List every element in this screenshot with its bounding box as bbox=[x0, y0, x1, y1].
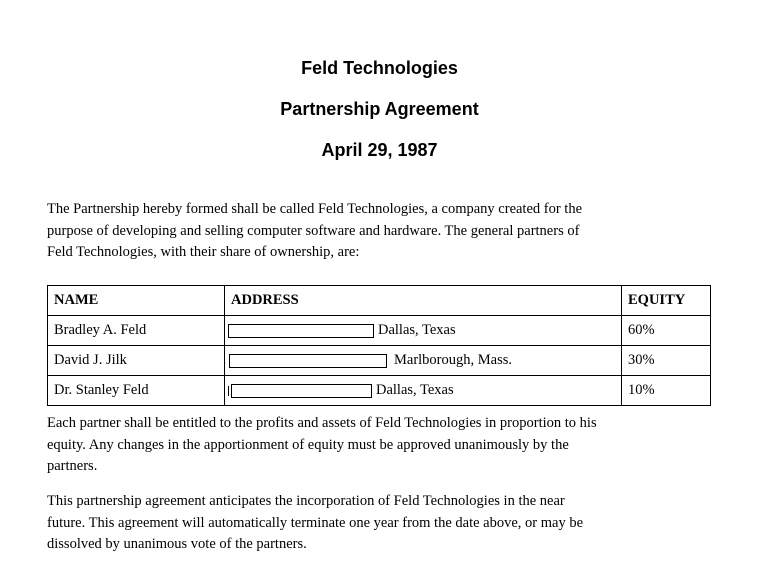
termination-line: future. This agreement will automatically terminate one year from the date above, or may be bbox=[47, 514, 584, 531]
intro-line: The Partnership hereby formed shall be called Feld Technologies, a company created for the bbox=[47, 201, 583, 217]
partner-city: Dallas, Texas bbox=[378, 322, 456, 338]
intro-line: purpose of developing and selling computer software and hardware. The general partners of bbox=[47, 222, 580, 239]
partners-table bbox=[47, 285, 711, 406]
table-row bbox=[48, 376, 711, 406]
partner-address bbox=[225, 316, 622, 346]
redaction-mark bbox=[228, 386, 229, 396]
header-equity: EQUITY bbox=[622, 286, 711, 316]
equity-line: Each partner shall be entitled to the profits and assets of Feld Technologies in proportion to his bbox=[47, 415, 597, 431]
document-date: April 29, 1987 bbox=[321, 140, 438, 160]
table-row bbox=[48, 316, 711, 346]
table-row bbox=[48, 346, 711, 376]
equity-paragraph bbox=[47, 413, 719, 478]
partner-equity: 30% bbox=[622, 346, 711, 376]
partner-city: Dallas, Texas bbox=[376, 382, 454, 398]
header-name: NAME bbox=[48, 286, 225, 316]
partner-name: David J. Jilk bbox=[48, 346, 225, 376]
equity-line: equity. Any changes in the apportionment of equity must be approved unanimously by the bbox=[47, 436, 569, 453]
table-header-row bbox=[48, 286, 711, 316]
intro-paragraph bbox=[47, 199, 719, 264]
intro-line: Feld Technologies, with their share of ownership, are: bbox=[47, 244, 360, 260]
termination-paragraph bbox=[47, 491, 719, 556]
redacted-address-box bbox=[229, 354, 387, 368]
document-title: Partnership Agreement bbox=[280, 99, 479, 119]
redacted-address-box bbox=[231, 384, 372, 398]
partner-city: Marlborough, Mass. bbox=[394, 352, 513, 368]
termination-line: dissolved by unanimous vote of the partners. bbox=[47, 536, 307, 552]
termination-line: This partnership agreement anticipates the incorporation of Feld Technologies in the near bbox=[47, 493, 565, 509]
partner-name: Dr. Stanley Feld bbox=[48, 376, 225, 406]
partner-name: Bradley A. Feld bbox=[48, 316, 225, 346]
partner-address bbox=[225, 346, 622, 376]
equity-line: partners. bbox=[47, 458, 98, 474]
company-title: Feld Technologies bbox=[301, 58, 458, 78]
redacted-address-box bbox=[228, 324, 374, 338]
partner-equity: 10% bbox=[622, 376, 711, 406]
partner-equity: 60% bbox=[622, 316, 711, 346]
header-address: ADDRESS bbox=[225, 286, 622, 316]
partner-address bbox=[225, 376, 622, 406]
